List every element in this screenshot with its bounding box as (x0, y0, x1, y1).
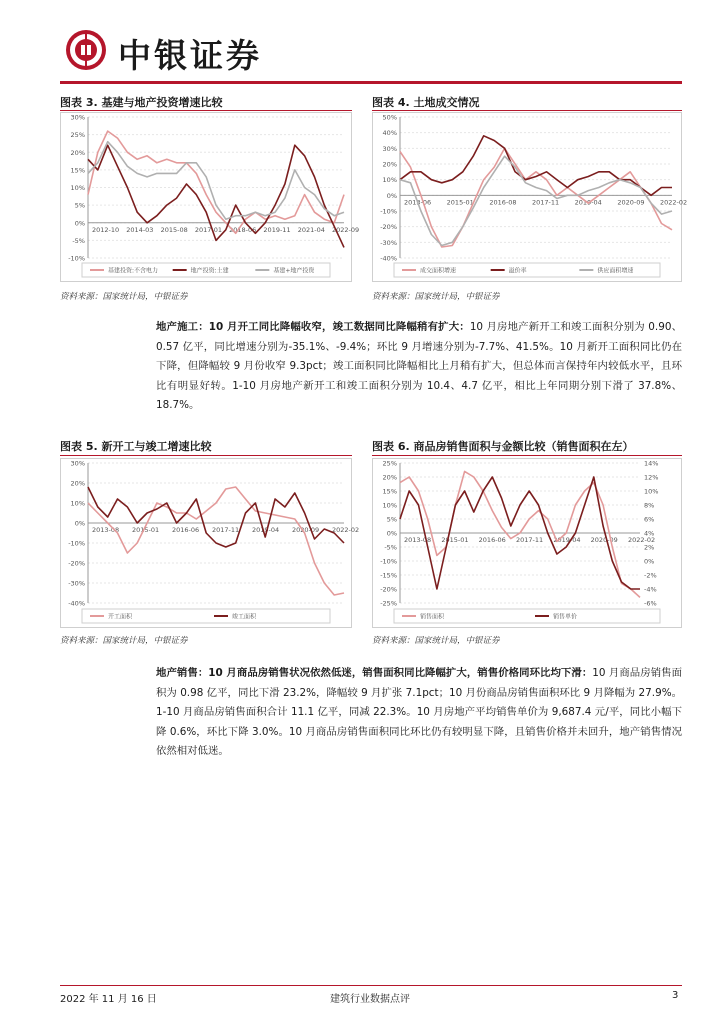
fig3-xtick-label: 2022-09 (332, 225, 360, 234)
fig4-title-rule (372, 110, 682, 111)
fig5-xtick-label: 2013-08 (92, 526, 120, 534)
fig3-ytick-label: 10% (70, 184, 85, 192)
fig3-xtick-label: 2017-01 (194, 225, 223, 234)
fig4-legend-label: 成交面积增速 (420, 267, 457, 275)
fig4-ytick-label: 50% (382, 113, 397, 122)
fig6-xtick-label: 2019-04 (553, 536, 581, 544)
fig4-svg (372, 112, 688, 282)
fig6-ytick-right-label: 8% (644, 501, 655, 510)
fig4-xtick-label: 2015-01 (446, 198, 474, 207)
fig6-svg (372, 458, 682, 628)
fig6-ytick-right-label: 10% (644, 487, 659, 496)
fig4-ytick-label: -30% (380, 238, 397, 247)
fig6-ytick-label: -15% (380, 571, 397, 580)
fig5-ytick-label: -30% (68, 579, 85, 588)
fig6-xtick-label: 2017-11 (516, 536, 544, 544)
fig4-legend-label: 溢价率 (508, 267, 527, 275)
fig4-xtick-label: 2013-06 (404, 198, 432, 207)
fig5-xtick-label: 2017-11 (212, 526, 240, 534)
fig4-xtick-label: 2017-11 (532, 198, 560, 207)
construction-paragraph (156, 318, 682, 416)
fig6-ytick-right-label: 4% (644, 529, 655, 538)
fig3-xtick-label: 2014-03 (126, 225, 154, 234)
fig6-title: 图表 6. 商品房销售面积与金额比较（销售面积在左） (372, 440, 634, 453)
fig6-xtick-label: 2022-02 (628, 536, 656, 544)
fig3-legend-label: 基建+地产投资 (273, 267, 315, 275)
fig3-chart (60, 112, 360, 282)
fig4-source: 资料来源：国家统计局，中银证券 (372, 292, 500, 302)
header-divider (60, 81, 682, 84)
fig4-title: 图表 4. 土地成交情况 (372, 96, 480, 109)
fig3-ytick-label: 15% (70, 166, 85, 175)
sales-paragraph (156, 664, 682, 762)
fig5-xtick-label: 2016-06 (172, 526, 200, 534)
fig6-ytick-right-label: 0% (644, 557, 655, 566)
construction-lead: 地产施工：10 月开工同比降幅收窄，竣工数据同比降幅稍有扩大： (156, 321, 470, 333)
fig6-xtick-label: 2020-09 (590, 536, 618, 544)
fig3-ytick-label: -5% (72, 236, 85, 245)
fig3-xtick-label: 2015-08 (160, 225, 188, 234)
fig5-legend-label: 开工面积 (108, 613, 133, 621)
fig4-ytick-label: 40% (382, 129, 397, 138)
fig3-legend-label: 基建投资:不含电力 (108, 267, 159, 275)
fig5-ytick-label: 10% (70, 499, 85, 508)
fig5-legend-label: 竣工面积 (232, 613, 257, 621)
fig4-chart (372, 112, 688, 282)
fig4-ytick-label: -10% (380, 207, 397, 216)
footer-doc-type: 建筑行业数据点评 (330, 994, 410, 1005)
fig6-legend-label: 销售单价 (553, 613, 578, 621)
fig6-ytick-label: 20% (382, 473, 397, 482)
fig6-ytick-label: 5% (386, 515, 397, 524)
fig6-ytick-label: 10% (382, 501, 397, 510)
fig6-xtick-label: 2015-01 (441, 536, 469, 544)
fig3-xtick-label: 2019-11 (263, 225, 291, 234)
fig3-xtick-label: 2018-06 (229, 225, 257, 234)
fig3-ytick-label: 20% (70, 148, 85, 157)
fig3-ytick-label: 0% (74, 219, 85, 228)
fig4-ytick-label: 20% (382, 160, 397, 169)
fig6-title-rule (372, 455, 682, 456)
fig6-ytick-label: 25% (382, 459, 397, 468)
fig6-xtick-label: 2013-08 (404, 536, 432, 544)
sales-lead: 地产销售：10 月商品房销售状况依然低迷，销售面积同比降幅扩大，销售价格同环比均下滑： (156, 667, 593, 679)
fig3-title: 图表 3. 基建与地产投资增速比较 (60, 96, 223, 109)
fig3-svg (60, 112, 360, 282)
fig6-xtick-label: 2016-06 (478, 536, 506, 544)
fig3-ytick-label: 30% (70, 113, 85, 122)
fig5-xtick-label: 2020-09 (292, 526, 320, 534)
fig3-xtick-label: 2012-10 (92, 225, 120, 234)
footer-date: 2022 年 11 月 16 日 (60, 994, 157, 1005)
sales-body: 10 月商品房销售面积为 0.98 亿平，同比下滑 23.2%，降幅较 9 月扩张 7.1pct；10 月份商品房销售面积环比 9 月降幅为 27.9%。1-10 月商品房销售面积合计 11.1 亿平，同减 22.3%。10 月房地产平均销售单价为 9,687.4 元/平，同比小幅下降 0.6%，环比下降 3.0%。10 月商品房销售面积同比环比仍有较明显下降，且销售价格并未回升，地产销售情况依然相对低迷。 (156, 667, 682, 757)
fig6-ytick-label: 15% (382, 487, 397, 496)
page-header (60, 26, 680, 82)
fig6-ytick-right-label: 2% (644, 543, 655, 552)
fig3-title-rule (60, 110, 352, 111)
fig3-ytick-label: 5% (74, 201, 85, 210)
fig4-xtick-label: 2020-09 (617, 198, 645, 207)
fig5-chart (60, 458, 360, 628)
fig5-ytick-label: -10% (68, 539, 85, 548)
fig4-legend-label: 供应面积增速 (597, 267, 634, 275)
fig5-ytick-label: 30% (70, 459, 85, 468)
fig5-ytick-label: 20% (70, 479, 85, 488)
fig6-ytick-right-label: 14% (644, 459, 659, 468)
fig4-ytick-label: -40% (380, 254, 397, 263)
fig4-xtick-label: 2016-08 (489, 198, 517, 207)
fig5-ytick-label: 0% (74, 519, 85, 528)
fig3-series-line-0 (88, 131, 344, 233)
fig6-ytick-label: -20% (380, 585, 397, 594)
fig5-xtick-label: 2015-01 (132, 526, 160, 534)
fig6-ytick-right-label: 6% (644, 515, 655, 524)
fig6-ytick-label: 0% (386, 529, 397, 538)
fig5-ytick-label: -40% (68, 599, 85, 608)
brand-name: 中银证券 (118, 36, 262, 75)
fig3-xtick-label: 2021-04 (297, 225, 325, 234)
fig3-series-line-2 (88, 142, 344, 220)
fig5-title-rule (60, 455, 352, 456)
fig4-ytick-label: 10% (382, 176, 397, 185)
fig6-source: 资料来源：国家统计局，中银证券 (372, 636, 500, 646)
footer-page-number: 3 (672, 990, 679, 1001)
fig5-source: 资料来源：国家统计局，中银证券 (60, 636, 188, 646)
fig3-source: 资料来源：国家统计局，中银证券 (60, 292, 188, 302)
fig6-ytick-right-label: -6% (644, 599, 657, 608)
fig4-ytick-label: -20% (380, 223, 397, 232)
fig5-xtick-label: 2019-04 (252, 526, 280, 534)
fig6-ytick-right-label: -4% (644, 585, 657, 594)
fig3-ytick-label: 25% (70, 131, 85, 140)
fig4-xtick-label: 2019-04 (574, 198, 602, 207)
fig6-ytick-right-label: -2% (644, 571, 657, 580)
fig5-ytick-label: -20% (68, 559, 85, 568)
fig6-series-line-0 (400, 471, 640, 597)
fig6-legend-label: 销售面积 (420, 613, 445, 621)
fig4-frame (373, 113, 682, 282)
fig3-legend-label: 地产投资:土建 (190, 267, 229, 275)
fig6-ytick-label: -5% (384, 543, 397, 552)
fig6-ytick-right-label: 12% (644, 473, 659, 482)
fig3-ytick-label: -10% (68, 254, 85, 263)
fig5-xtick-label: 2022-02 (332, 526, 360, 534)
fig4-ytick-label: 30% (382, 144, 397, 153)
fig6-ytick-label: -25% (380, 599, 397, 608)
footer-divider (60, 985, 682, 986)
fig6-chart (372, 458, 682, 628)
construction-body: 10 月房地产新开工和竣工面积分别为 0.90、0.57 亿平，同比增速分别为-35.1%、-9.4%；环比 9 月增速分别为-7.7%、41.5%。10 月新开工面积同比仍在下降，但降幅较 9 月份收窄 9.3pct；竣工面积同比降幅相比上月稍有扩大，但总体而言保持年内较低水平，且环比有明显好转。1-10 月房地产新开工和竣工面积分别为 10.4、4.7 亿平，相比上年同期分别下滑了 37.8%、18.7%。 (156, 321, 682, 411)
fig4-series-line-1 (400, 136, 672, 196)
fig4-ytick-label: 0% (386, 191, 397, 200)
fig5-svg (60, 458, 360, 628)
fig4-xtick-label: 2022-02 (660, 198, 688, 207)
fig6-ytick-label: -10% (380, 557, 397, 566)
fig5-title: 图表 5. 新开工与竣工增速比较 (60, 440, 212, 453)
